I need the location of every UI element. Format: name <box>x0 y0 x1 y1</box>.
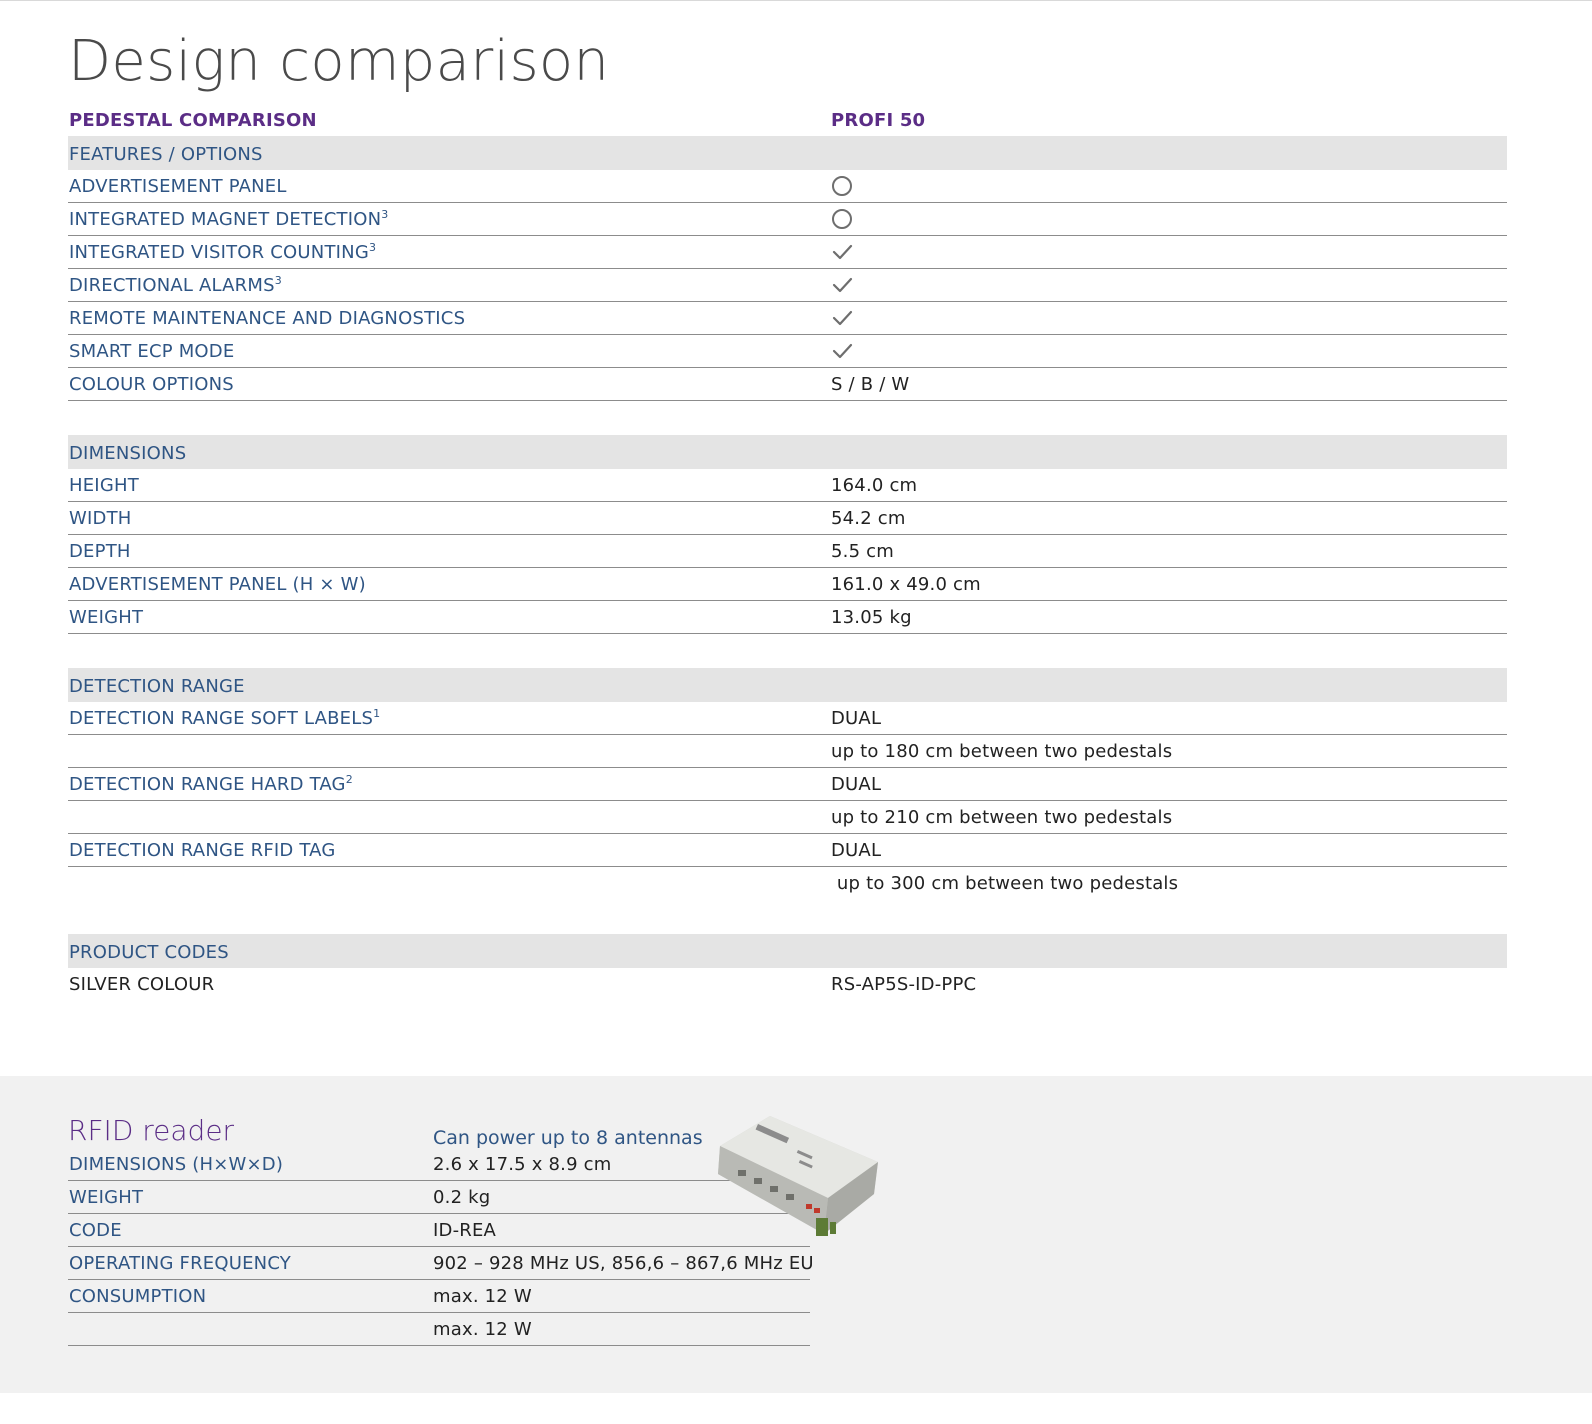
row-label-text: ADVERTISEMENT PANEL (H × W) <box>69 574 366 595</box>
row-value: up to 300 cm between two pedestals <box>831 873 1179 894</box>
row-label-text: DETECTION RANGE HARD TAG <box>69 774 346 795</box>
table-header-row <box>68 104 1507 136</box>
top-rule <box>0 0 1592 1</box>
row-label-text: WIDTH <box>69 508 132 529</box>
check-icon <box>831 241 853 263</box>
footnote-marker: 2 <box>345 773 353 786</box>
table-row <box>68 768 1507 801</box>
table-row <box>68 1181 810 1214</box>
footnote-marker: 3 <box>274 274 282 287</box>
row-label: COLOUR OPTIONS <box>69 374 234 395</box>
table-row <box>68 502 1507 535</box>
table-row-colour-options <box>68 368 1507 401</box>
row-label <box>69 508 132 529</box>
table-row <box>68 801 1507 834</box>
row-label <box>69 275 282 296</box>
row-label-text: DETECTION RANGE RFID TAG <box>69 840 336 861</box>
check-icon <box>831 307 853 329</box>
table-row <box>68 535 1507 568</box>
table-row <box>68 601 1507 634</box>
row-label <box>69 176 287 197</box>
row-value: ID-REA <box>433 1220 497 1241</box>
table-row <box>68 702 1507 735</box>
section-title: DIMENSIONS <box>69 443 187 464</box>
table-row <box>68 867 1507 900</box>
row-value: DUAL <box>831 840 882 861</box>
rfid-reader-note: Can power up to 8 antennas <box>433 1127 703 1149</box>
row-value: 902 – 928 MHz US, 856,6 – 867,6 MHz EU <box>433 1253 814 1274</box>
table-row <box>68 335 1507 368</box>
row-label-text: DEPTH <box>69 541 131 562</box>
row-label <box>69 974 214 995</box>
row-value: 5.5 cm <box>831 541 894 562</box>
row-label-text: SMART ECP MODE <box>69 341 235 362</box>
row-value: S / B / W <box>831 374 910 395</box>
row-value: max. 12 W <box>433 1286 532 1307</box>
table-row <box>68 735 1507 768</box>
table-row <box>68 1280 810 1313</box>
table-row <box>68 968 1507 1001</box>
row-label-text: OPERATING FREQUENCY <box>69 1253 291 1274</box>
row-value: 13.05 kg <box>831 607 912 628</box>
row-label <box>69 607 143 628</box>
row-value: DUAL <box>831 774 882 795</box>
row-label-text: SILVER COLOUR <box>69 974 215 995</box>
row-label <box>69 840 336 861</box>
row-value: RS-AP5S-ID-PPC <box>831 974 977 995</box>
pedestal-comparison-table <box>68 104 1507 1001</box>
row-label-text: CODE <box>69 1220 122 1241</box>
optional-circle-icon <box>831 175 853 197</box>
table-row <box>68 469 1507 502</box>
row-label-text: INTEGRATED VISITOR COUNTING <box>69 242 369 263</box>
page-title: Design comparison <box>68 29 610 94</box>
footnote-marker: 3 <box>368 241 377 254</box>
row-label <box>69 1187 143 1208</box>
header-label: PEDESTAL COMPARISON <box>69 110 317 131</box>
table-row <box>68 1214 810 1247</box>
row-label <box>69 708 380 729</box>
table-row <box>68 236 1507 269</box>
row-label <box>69 1286 206 1307</box>
table-row <box>68 1247 814 1280</box>
row-label-text: WEIGHT <box>69 1187 144 1208</box>
row-label-text: DIRECTIONAL ALARMS <box>69 275 275 296</box>
rfid-reader-panel <box>0 1076 1592 1393</box>
row-label-text: WEIGHT <box>69 607 144 628</box>
table-row <box>68 568 1507 601</box>
row-value: 0.2 kg <box>433 1187 491 1208</box>
footnote-marker: 1 <box>373 707 381 720</box>
row-label <box>69 774 353 795</box>
section-title: PRODUCT CODES <box>69 942 229 963</box>
row-label <box>69 341 234 362</box>
table-row <box>68 834 1507 867</box>
optional-circle-icon <box>831 208 853 230</box>
section-title: DETECTION RANGE <box>69 676 245 697</box>
row-label-text: HEIGHT <box>69 475 139 496</box>
table-row <box>68 1148 810 1181</box>
section-product-codes <box>68 934 1507 968</box>
row-label-text: DETECTION RANGE SOFT LABELS <box>69 708 374 729</box>
rfid-reader-title: RFID reader <box>68 1114 235 1147</box>
row-value: max. 12 W <box>433 1319 532 1340</box>
table-row <box>68 269 1507 302</box>
row-value: DUAL <box>831 708 882 729</box>
footnote-marker: 3 <box>381 208 389 221</box>
header-model: PROFI 50 <box>831 110 926 131</box>
row-label-text: REMOTE MAINTENANCE AND DIAGNOSTICS <box>69 308 466 329</box>
row-value: 2.6 x 17.5 x 8.9 cm <box>433 1154 612 1175</box>
row-label <box>69 541 131 562</box>
check-icon <box>831 340 853 362</box>
check-icon <box>831 274 853 296</box>
row-label <box>69 308 465 329</box>
section-features <box>68 136 1507 170</box>
table-row <box>68 203 1507 236</box>
rfid-reader-device-image <box>712 1112 882 1244</box>
row-label <box>69 475 139 496</box>
table-row <box>68 1313 810 1346</box>
row-value: up to 210 cm between two pedestals <box>831 807 1173 828</box>
row-value: 161.0 x 49.0 cm <box>831 574 981 595</box>
section-title: FEATURES / OPTIONS <box>69 144 263 165</box>
table-row <box>68 170 1507 203</box>
row-value: up to 180 cm between two pedestals <box>831 741 1173 762</box>
row-value: 164.0 cm <box>831 475 918 496</box>
row-label-text: ADVERTISEMENT PANEL <box>69 176 287 197</box>
row-label <box>69 1253 291 1274</box>
row-label <box>69 242 376 263</box>
row-label <box>69 574 366 595</box>
row-value: 54.2 cm <box>831 508 906 529</box>
row-label <box>69 1154 283 1175</box>
table-row <box>68 302 1507 335</box>
rfid-reader-table <box>68 1148 814 1346</box>
section-detection-range <box>68 668 1507 702</box>
row-label-text: DIMENSIONS (H×W×D) <box>69 1154 284 1175</box>
row-label <box>69 209 388 230</box>
row-label-text: INTEGRATED MAGNET DETECTION <box>69 209 382 230</box>
row-label <box>69 1220 122 1241</box>
section-dimensions <box>68 435 1507 469</box>
row-label-text: CONSUMPTION <box>69 1286 207 1307</box>
